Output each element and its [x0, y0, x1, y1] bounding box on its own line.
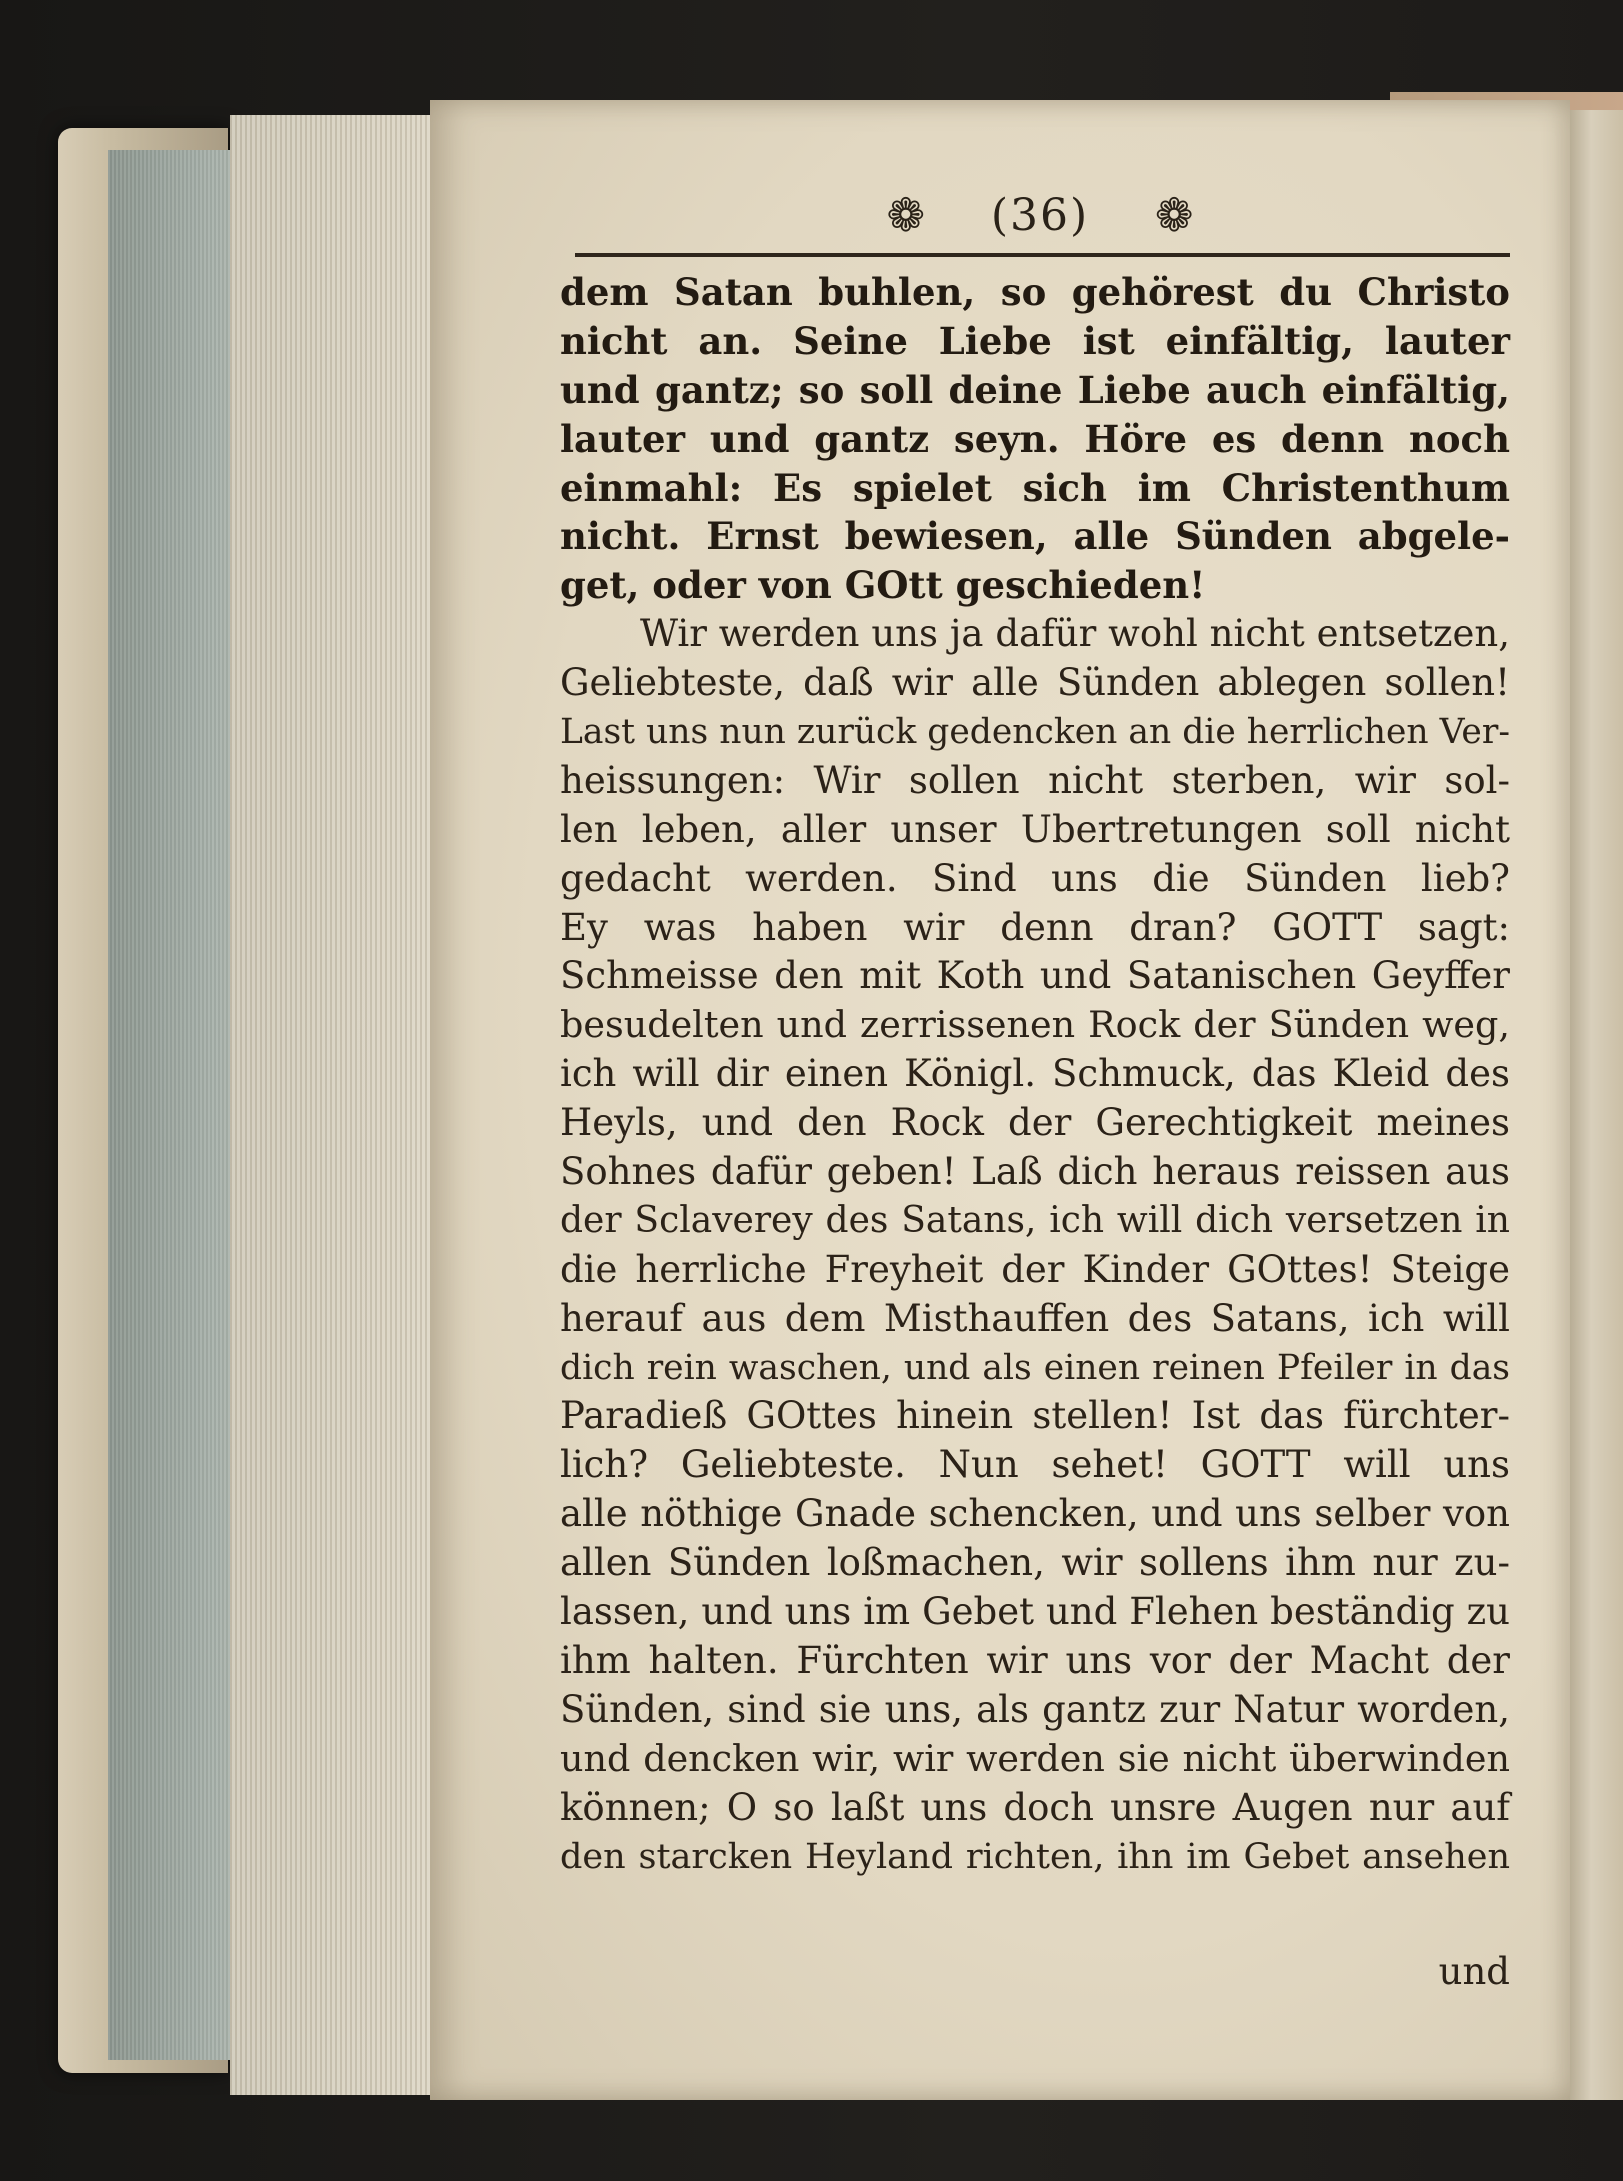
text-line: Ey was haben wir denn dran? GOTT sagt: [560, 905, 1510, 949]
text-line: Last uns nun zurück gedencken an die herrlichen Ver- [560, 712, 1510, 753]
text-line: lauter und gantz seyn. Höre es denn noch [560, 416, 1510, 461]
text-line: heissungen: Wir sollen nicht sterben, wir sol- [560, 758, 1510, 802]
text-line: alle nöthige Gnade schencken, und uns selber von [560, 1492, 1510, 1536]
text-line: len leben, aller unser Ubertretungen soll nicht [560, 807, 1510, 851]
text-line: herauf aus dem Misthauffen des Satans, ich will [560, 1296, 1510, 1340]
header-rule [575, 253, 1510, 257]
text-line: Heyls, und den Rock der Gerechtigkeit meines [560, 1101, 1510, 1145]
text-line: der Sclaverey des Satans, ich will dich versetzen in [560, 1199, 1510, 1241]
text-line: den starcken Heyland richten, ihn im Gebet ansehen [560, 1836, 1510, 1877]
flower-ornament-icon: ❁ [1154, 188, 1194, 242]
text-line: und dencken wir, wir werden sie nicht überwinden [560, 1736, 1510, 1780]
text-line: dich rein waschen, und als einen reinen Pfeiler in das [560, 1347, 1510, 1388]
body-text [560, 268, 1510, 1881]
text-line: lassen, und uns im Gebet und Flehen beständig zu [560, 1590, 1510, 1634]
text-line: nicht. Ernst bewiesen, alle Sünden abgele- [560, 514, 1510, 559]
text-line: ihm halten. Fürchten wir uns vor der Macht der [560, 1638, 1510, 1682]
page-header [560, 180, 1520, 250]
text-line: gedacht werden. Sind uns die Sünden lieb? [560, 856, 1510, 900]
page-stack [230, 115, 440, 2095]
text-line: lich? Geliebteste. Nun sehet! GOTT will uns [560, 1443, 1510, 1487]
catchword: und [1438, 1950, 1510, 1993]
text-line: die herrliche Freyheit der Kinder GOttes! Steige [560, 1247, 1510, 1291]
text-line: get, oder von GOtt geschieden! [560, 563, 1206, 608]
text-line: nicht an. Seine Liebe ist einfältig, lauter [560, 318, 1510, 363]
text-line: Schmeisse den mit Koth und Satanischen Geyffer [560, 954, 1510, 998]
text-line: allen Sünden loßmachen, wir sollens ihm nur zu- [560, 1541, 1510, 1585]
page-number: (36) [990, 189, 1090, 241]
text-line: Wir werden uns ja dafür wohl nicht entsetzen, [640, 612, 1510, 656]
flower-ornament-icon: ❁ [886, 188, 926, 242]
text-line: einmahl: Es spielet sich im Christenthum [560, 465, 1510, 510]
text-line: besudelten und zerrissenen Rock der Sünden weg, [560, 1003, 1510, 1047]
facing-page-edge [1570, 110, 1623, 2100]
text-line: und gantz; so soll deine Liebe auch einfältig, [560, 367, 1510, 412]
text-line: Sünden, sind sie uns, als gantz zur Natur worden, [560, 1687, 1510, 1731]
text-line: können; O so laßt uns doch unsre Augen nur auf [560, 1785, 1510, 1829]
text-line: dem Satan buhlen, so gehörest du Christo [560, 270, 1510, 314]
text-line: ich will dir einen Königl. Schmuck, das Kleid des [560, 1052, 1510, 1096]
text-line: Paradieß GOttes hinein stellen! Ist das fürchter- [560, 1394, 1510, 1438]
text-line: Sohnes dafür geben! Laß dich heraus reissen aus [560, 1150, 1510, 1194]
text-line: Geliebteste, daß wir alle Sünden ablegen sollen! [560, 661, 1510, 705]
